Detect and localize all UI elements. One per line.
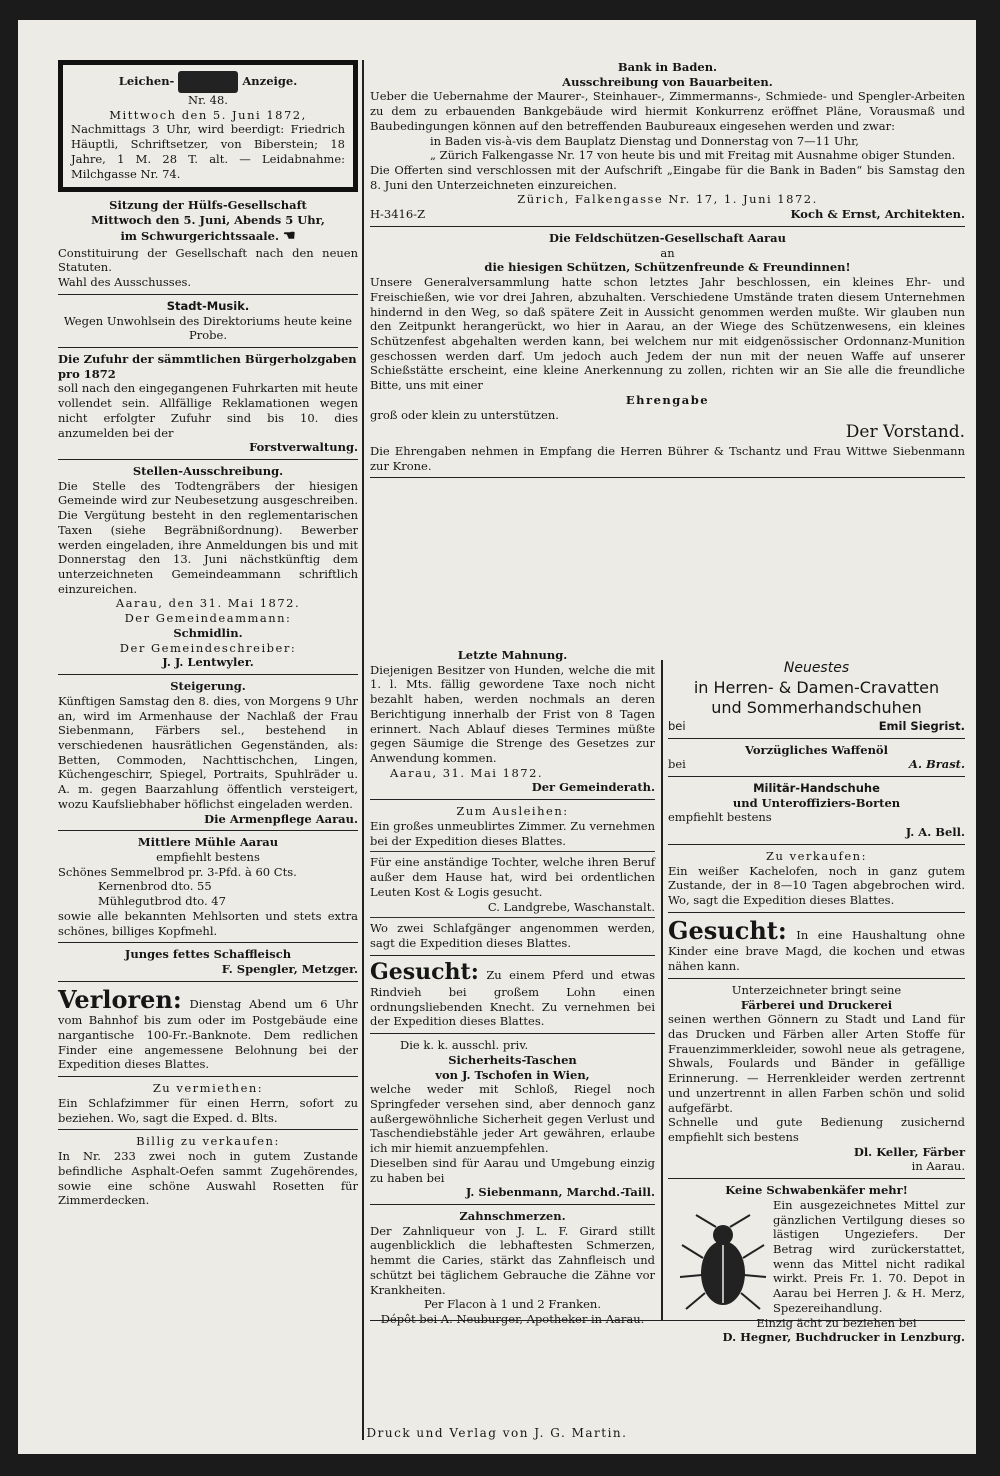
body: Ein weißer Kachelofen, noch in ganz gutem Zustande, der in 8—10 Tagen abgebrochen wird. Wo, sagt die Expedition dieses Blattes. xyxy=(668,863,965,908)
title: Die Zufuhr der sämmtlichen Bürgerholzgaben pro 1872 xyxy=(58,351,357,381)
zufuhr-ad xyxy=(58,352,358,455)
newspaper-page xyxy=(18,20,976,1454)
divider xyxy=(370,955,655,956)
divider xyxy=(668,738,965,739)
body: In Nr. 233 zwei noch in gutem Zustande befindliche Asphalt-Oefen sammt Zugehörendes, sowie eine schöne Auswahl Rosetten für Zimmerdecken. xyxy=(58,1149,358,1208)
steigerung-ad xyxy=(58,679,358,826)
title: Sicherheits-Taschen xyxy=(448,1052,577,1067)
place: im Schwurgerichtssaale. xyxy=(120,228,279,243)
pre-title: Unterzeichneter bringt seine xyxy=(731,982,902,997)
signature: C. Landgrebe, Waschanstalt. xyxy=(487,899,655,914)
title: Stadt-Musik. xyxy=(166,298,250,313)
body-1: Constituirung der Gesellschaft nach den neuen Statuten. xyxy=(58,245,358,275)
verloren-ad xyxy=(58,986,358,1072)
divider xyxy=(370,1320,965,1321)
code: H-3416-Z xyxy=(370,207,426,222)
divider xyxy=(370,917,655,918)
divider xyxy=(668,1178,965,1179)
price-line: Kernenbrod dto. 55 xyxy=(98,879,212,894)
schlafgaenger-ad xyxy=(370,921,655,950)
tochter-ad xyxy=(370,855,655,914)
signature: J. Siebenmann, Marchd.-Taill. xyxy=(465,1185,655,1200)
issue-number: Nr. 48. xyxy=(188,93,228,107)
divider xyxy=(370,799,655,800)
feldschuetzen-ad xyxy=(370,231,965,474)
title: Sitzung der Hülfs-Gesellschaft xyxy=(109,198,307,213)
body: Zu einem Pferd und etwas Rindvieh bei großem Lohn einen ordnungsliebenden Knecht. Zu vernehmen bei der Expedition dieses Blattes. xyxy=(370,967,656,1029)
column-mid-bottom xyxy=(370,648,655,1330)
location-line: in Baden vis-à-vis dem Bauplatz Dienstag und Donnerstag von 7—11 Uhr, xyxy=(430,133,859,148)
date: Mittwoch den 5. Juni 1872, xyxy=(109,107,307,122)
kachelofen-ad xyxy=(668,849,965,908)
bei: bei xyxy=(668,718,686,733)
pre-title: Die k. k. ausschl. priv. xyxy=(400,1038,529,1053)
billig-ad xyxy=(58,1134,358,1208)
signature: A. Brast. xyxy=(909,757,965,772)
body-2: Schnelle und gute Bedienung zusichernd empfiehlt sich bestens xyxy=(668,1115,965,1144)
divider xyxy=(58,1129,358,1130)
price-line: Schönes Semmelbrod pr. 3-Pfd. à 60 Cts. xyxy=(58,864,297,879)
divider xyxy=(370,1204,655,1205)
column-right-top xyxy=(370,60,965,482)
signatory-name: Schmidlin. xyxy=(173,625,243,640)
line-2: und Sommerhandschuhen xyxy=(711,698,922,718)
subtitle: die hiesigen Schützen, Schützenfreunde & Freundinnen! xyxy=(484,260,851,275)
divider xyxy=(668,978,965,979)
signatory-title: Der Gemeindeschreiber: xyxy=(119,640,297,655)
line-1: in Herren- & Damen-Cravatten xyxy=(693,677,940,697)
divider xyxy=(58,1076,358,1077)
title: Militär-Handschuhe xyxy=(753,781,880,795)
cravatten-ad xyxy=(668,660,965,734)
title: Gesucht: xyxy=(370,958,479,985)
signature: Forstverwaltung. xyxy=(249,440,358,455)
top-line: Neuestes xyxy=(783,660,850,676)
title: Zahnschmerzen. xyxy=(459,1209,566,1224)
title: Gesucht: xyxy=(668,915,787,945)
signature: Der Vorstand. xyxy=(845,422,965,443)
body: Die Stelle des Todtengräbers der hiesigen Gemeinde wird zur Neubesetzung ausgeschreiben. Die Vergütung besteht in den reglementarischen Taxen (siehe Begräbnißordnung). Bewerber werden eingeladen, ihre Anmeldungen bis und mit Donnerstag den 13. Juni nächstkünftig dem unterzeichneten Gemeindeammann schriftlich einzureichen. xyxy=(58,478,358,596)
divider xyxy=(370,477,965,478)
body-2: groß oder klein zu unterstützen. xyxy=(370,407,559,422)
body: Der Zahnliqueur von J. L. F. Girard stillt augenblicklich die lebhaftesten Schmerzen, hemmt die Caries, stärkt das Zahnfleisch und schützt bei täglichem Gebrauche die Zähne vor Krankheiten. xyxy=(370,1223,655,1297)
place: in Aarau. xyxy=(911,1159,965,1174)
divider xyxy=(58,981,358,982)
title: Mittlere Mühle Aarau xyxy=(137,835,279,850)
body: In eine Haushaltung ohne Kinder eine brave Magd, die kochen und etwas nähen kann. xyxy=(668,927,966,974)
ausleihen-ad xyxy=(370,804,655,848)
title: Zum Ausleihen: xyxy=(456,804,569,819)
divider xyxy=(668,912,965,913)
depot: Dépôt bei A. Neuburger, Apotheker in Aarau. xyxy=(380,1312,645,1327)
divider xyxy=(58,459,358,460)
body: soll nach den eingegangenen Fuhrkarten mit heute vollendet sein. Allfällige Reklamationen wegen nicht erfolgter Zufuhr sind bis 10. dies anzumelden bei der xyxy=(58,381,358,440)
signature: Die Armenpflege Aarau. xyxy=(204,811,358,826)
ehrengabe: Ehrengabe xyxy=(625,392,710,407)
date: Zürich, Falkengasse Nr. 17, 1. Juni 1872. xyxy=(517,192,818,207)
muehle-ad xyxy=(58,835,358,938)
location-line: „ Zürich Falkengasse Nr. 17 von heute bis und mit Freitag mit Ausnahme obiger Stunden. xyxy=(430,148,956,163)
title-left: Leichen- xyxy=(118,74,175,88)
militaer-ad xyxy=(668,781,965,840)
date: Mittwoch den 5. Juni, Abends 5 Uhr, xyxy=(91,213,325,228)
divider xyxy=(370,851,655,852)
title: Letzte Mahnung. xyxy=(457,648,568,662)
body: Wo zwei Schlafgänger angenommen werden, sagt die Expedition dieses Blattes. xyxy=(370,921,655,950)
signatory-name: J. J. Lentwyler. xyxy=(162,655,254,670)
body-2: Dieselben sind für Aarau und Umgebung einzig zu haben bei xyxy=(370,1155,655,1185)
body: Nachmittags 3 Uhr, wird beerdigt: Friedrich Häuptli, Schriftsetzer, von Biberstein; 18 Jahre, 1 M. 28 T. alt. — Leidabnahme: Milchgasse Nr. 74. xyxy=(71,122,345,181)
divider xyxy=(58,942,358,943)
signature: Dl. Keller, Färber xyxy=(853,1144,965,1159)
signature: D. Hegner, Buchdrucker in Lenzburg. xyxy=(722,1330,965,1345)
date: Aarau, den 31. Mai 1872. xyxy=(115,596,301,611)
price: Per Flacon à 1 und 2 Franken. xyxy=(424,1297,601,1312)
title: Steigerung. xyxy=(170,679,246,694)
body: seinen werthen Gönnern zu Stadt und Land für das Drucken und Färben aller Arten Stoffe für Frauenzimmerkleider, sowohl neue als getragene, Shwals, Foulards und Bänder in gefällige Erinnerung. — Herrenkleider werden zertrennt und unzertrennt in allen Farben schön und solid aufgefärbt. xyxy=(668,1012,965,1115)
divider xyxy=(370,226,965,227)
title: Zu verkaufen: xyxy=(766,848,867,863)
footer-text: Die Ehrengaben nehmen in Empfang die Herren Bührer & Tschantz und Frau Wittwe Siebenmann zur Krone. xyxy=(370,444,965,473)
signature: Koch & Ernst, Architekten. xyxy=(790,207,965,222)
body: welche weder mit Schloß, Riegel noch Springfeder versehen sind, aber dennoch ganz außergewöhnliche Sicherheit gegen Verlust und Taschendiebstähle jeder Art gewähren, erlaube ich mir hiemit anzuempfehlen. xyxy=(370,1082,655,1156)
stellen-ad xyxy=(58,464,358,670)
signature: F. Spengler, Metzger. xyxy=(221,962,358,976)
divider xyxy=(58,674,358,675)
divider xyxy=(668,776,965,777)
zahn-ad xyxy=(370,1209,655,1327)
body: Wegen Unwohlsein des Direktoriums heute keine Probe. xyxy=(63,313,353,343)
divider xyxy=(370,1033,655,1034)
body: Ein Schlafzimmer für einen Herrn, sofort zu beziehen. Wo, sagt die Exped. d. Blts. xyxy=(58,1095,358,1125)
ornament-icon xyxy=(178,71,238,93)
gesucht-magd-ad xyxy=(668,917,965,974)
column-right-bottom xyxy=(668,660,965,1348)
title: Die Feldschützen-Gesellschaft Aarau xyxy=(549,230,786,245)
mahnung-ad xyxy=(370,648,655,795)
body-2: Wahl des Ausschusses. xyxy=(58,275,192,290)
title: Stellen-Ausschreibung. xyxy=(132,464,284,478)
column-divider xyxy=(362,60,364,1440)
bank-ad xyxy=(370,60,965,222)
body: Für eine anständige Tochter, welche ihren Beruf außer dem Hause hat, wird bei ordentlichen Leuten Kost & Logis gesucht. xyxy=(370,855,655,899)
sicherheit-ad xyxy=(370,1038,655,1200)
body-2: Die Offerten sind verschlossen mit der Aufschrift „Eingabe für die Bank in Baden“ bis Samstag den 8. Juni den Unterzeichneten einzureichen. xyxy=(370,163,965,192)
title-right: Anzeige. xyxy=(242,74,298,88)
bei: bei xyxy=(668,757,686,772)
body: Dienstag Abend um 6 Uhr vom Bahnhof bis zum oder im Postgebäude eine nargantische 100-Fr.-Banknote. Dem redlichen Finder eine angemessene Belohnung bei der Expedition dieses Blattes. xyxy=(58,996,359,1072)
divider xyxy=(58,830,358,831)
beetle-icon xyxy=(678,1213,768,1313)
column-left xyxy=(58,60,358,1211)
signature: Der Gemeinderath. xyxy=(531,780,655,795)
waffenoel-ad xyxy=(668,743,965,772)
title: Bank in Baden. xyxy=(617,60,718,74)
pointing-hand-icon: ☚ xyxy=(282,227,296,244)
subtitle: und Unteroffiziers-Borten xyxy=(732,795,901,810)
signature: J. A. Bell. xyxy=(905,825,965,840)
body: Diejenigen Besitzer von Hunden, welche die mit 1. l. Mts. fällig gewordene Taxe noch nicht bezahlt haben, werden nochmals an deren Berichtigung innerhalb der Frist von 8 Tagen erinnert. Nach Ablauf dieses Termines müßte gegen Säumige die Strenge des Gesetzes zur Anwendung kommen. xyxy=(370,662,655,766)
body-2: Einzig ächt zu beziehen bei xyxy=(756,1315,917,1330)
date: Aarau, 31. Mai 1872. xyxy=(390,765,544,780)
faerberei-ad xyxy=(668,983,965,1174)
price-line: Mühlegutbrod dto. 47 xyxy=(98,894,226,909)
column-divider xyxy=(661,660,663,1320)
body: Ueber die Uebernahme der Maurer-, Steinhauer-, Zimmermanns-, Schmiede- und Spengler-Arbeiten zu dem zu erbauenden Bankgebäude wird hiermit Konkurrenz eröffnet Pläne, Vorausmaß und Baubedingungen können auf den betreffenden Baubureaux eingesehen werden und zwar: xyxy=(370,89,965,133)
body: Künftigen Samstag den 8. dies, von Morgens 9 Uhr an, wird im Armenhause der Nachlaß der Frau Siebenmann, Färbers sel., bestehend in verschiedenen hausrätlichen Gegenständen, als: Betten, Commoden, Nachttischchen, Lingen, Küchengeschirr, Spiegel, Portraits, Spuhlräder u. A. m. gegen Baarzahlung öffentlich versteigert, wozu Kaufsliebhaber höflichst eingeladen werden. xyxy=(58,693,358,811)
schaffleisch-ad xyxy=(58,947,358,976)
title: Junges fettes Schaffleisch xyxy=(124,947,292,962)
imprint-footer: Druck und Verlag von J. G. Martin. xyxy=(366,1426,628,1440)
title: Zu vermiethen: xyxy=(152,1081,264,1096)
sitzung-ad xyxy=(58,198,358,290)
title: Verloren: xyxy=(58,984,182,1014)
body: Unsere Generalversammlung hatte schon letztes Jahr beschlossen, ein kleines Ehr- und Freischießen, wie vor drei Jahren, abzuhalten. Verschiedene Umstände traten diesem Unternehmen hindernd in den Weg, so daß spätere Zeit in Aussicht genommen werden mußte. Wir glauben nun den Zeitpunkt herangerückt, wo hier in Aarau, an der Wiege des Schützenwesens, ein kleines Schützenfest abgehalten werden kann, bei welchem nur mit eidgenössischer Ordonnanz-Munition geschossen werden darf. Um jedoch auch Jedem der nun mit der neuen Waffe auf unserer Schießstätte erscheint, eine kleine Anerkennung zu zollen, richten wir an Sie alle die freundliche Bitte, uns mit einer xyxy=(370,275,965,393)
stadtmusik-ad xyxy=(58,299,358,343)
divider xyxy=(668,844,965,845)
signatory-title: Der Gemeindeammann: xyxy=(124,611,292,626)
title: Vorzügliches Waffenöl xyxy=(745,742,888,757)
body: Ein ausgezeichnetes Mittel zur gänzlichen Vertilgung dieses so lästigen Ungeziefers. Der Betrag wird zurückerstattet, wenn das Mittel nicht radikal wirkt. Preis Fr. 1. 70. Depot in Aarau bei Herren J. & H. Merz, Spezereihandlung. xyxy=(773,1197,965,1315)
title: Färberei und Druckerei xyxy=(740,997,893,1012)
leichen-anzeige xyxy=(58,60,358,192)
gesucht-knecht-ad xyxy=(370,960,655,1029)
signature: Emil Siegrist. xyxy=(878,718,965,733)
pre-sign: empfiehlt bestens xyxy=(668,810,772,825)
maker: von J. Tschofen in Wien, xyxy=(435,1067,590,1082)
footer-text: sowie alle bekannten Mehlsorten und stets extra schönes, billiges Kopfmehl. xyxy=(58,908,358,938)
divider xyxy=(58,347,358,348)
subtitle: Ausschreibung von Bauarbeiten. xyxy=(562,74,773,89)
connector: an xyxy=(660,245,675,260)
body: Ein großes unmeublirtes Zimmer. Zu vernehmen bei der Expedition dieses Blattes. xyxy=(370,818,655,848)
title: Keine Schwabenkäfer mehr! xyxy=(725,1183,908,1198)
title: Billig zu verkaufen: xyxy=(136,1134,280,1149)
subtitle: empfiehlt bestens xyxy=(156,849,260,864)
vermiethen-ad xyxy=(58,1081,358,1125)
divider xyxy=(58,294,358,295)
